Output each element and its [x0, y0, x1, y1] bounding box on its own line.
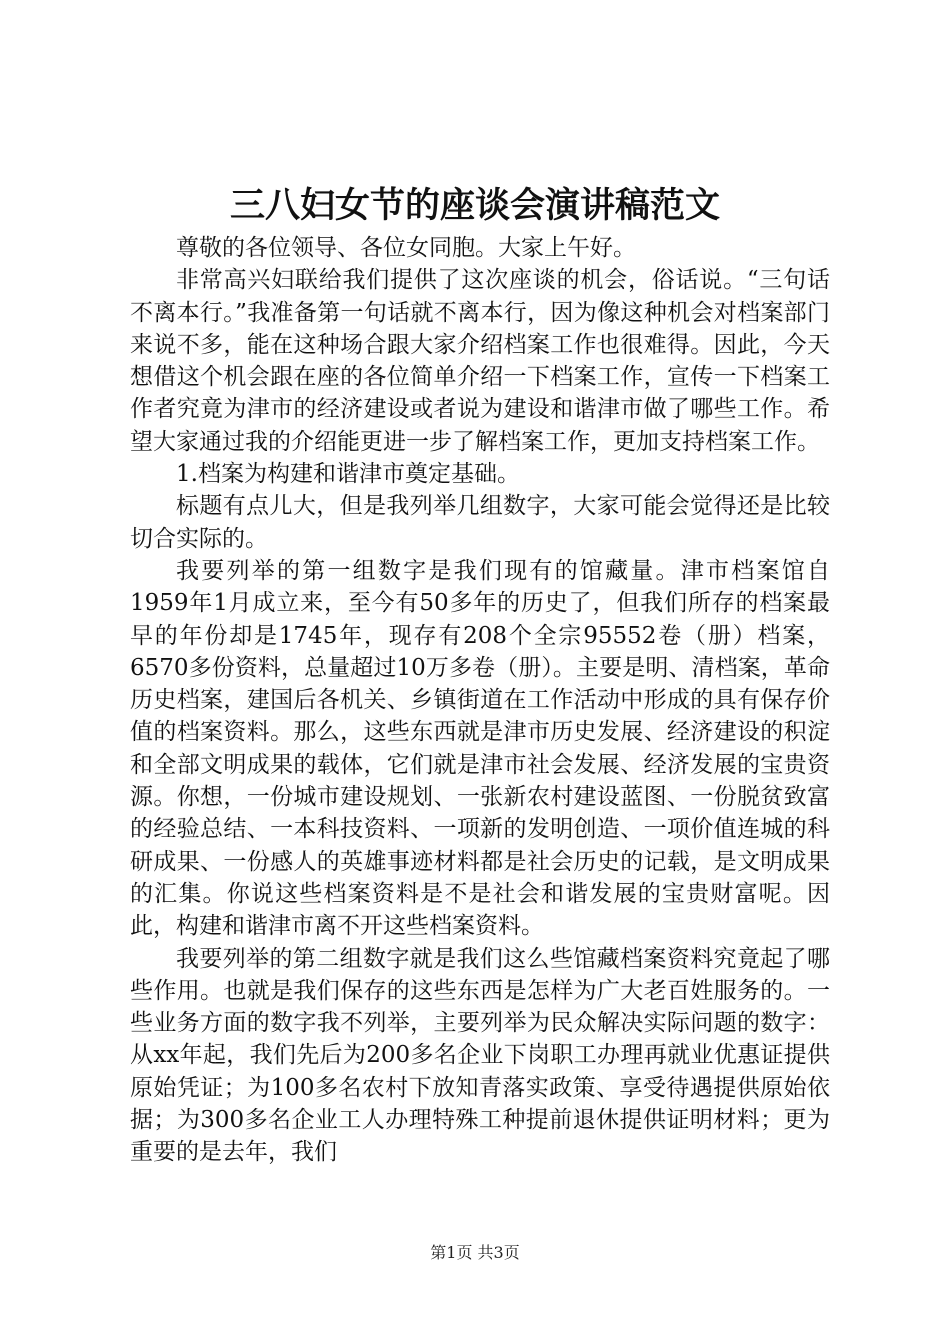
paragraph-section-intro: 标题有点儿大，但是我列举几组数字，大家可能会觉得还是比较切合实际的。 [130, 493, 830, 552]
paragraph-intro: 非常高兴妇联给我们提供了这次座谈的机会，俗话说。“三句话不离本行。”我准备第一句话就不离本行，因为像这种机会对档案部门来说不多，能在这种场合跟大家介绍档案工作也很难得。因此，今天想借这个机会跟在座的各位简单介绍一下档案工作，宣传一下档案工作者究竟为津市的经济建设或者说为建设和谐津市做了哪些工作。希望大家通过我的介绍能更进一步了解档案工作，更加支持档案工作。 [130, 267, 830, 455]
document-body [130, 232, 830, 1169]
paragraph-first-figures: 我要列举的第一组数字是我们现有的馆藏量。津市档案馆自1959年1月成立来，至今有50多年的历史了，但我们所存的档案最早的年份却是1745年，现存有208个全宗95552卷（册）档案，6570多份资料，总量超过10万多卷（册）。主要是明、清档案，革命历史档案，建国后各机关、乡镇街道在工作活动中形成的具有保存价值的档案资料。那么，这些东西就是津市历史发展、经济建设的积淀和全部文明成果的载体，它们就是津市社会发展、经济发展的宝贵资源。你想，一份城市建设规划、一张新农村建设蓝图、一份脱贫致富的经验总结、一本科技资料、一项新的发明创造、一项价值连城的科研成果、一份感人的英雄事迹材料都是社会历史的记载，是文明成果的汇集。你说这些档案资料是不是社会和谐发展的宝贵财富呢。因此，构建和谐津市离不开这些档案资料。 [130, 557, 830, 940]
page-number-footer: 第1页 共3页 [430, 1243, 520, 1262]
section-heading: 1.档案为构建和谐津市奠定基础。 [176, 461, 520, 488]
document-title: 三八妇女节的座谈会演讲稿范文 [229, 185, 720, 226]
paragraph-greeting: 尊敬的各位领导、各位女同胞。大家上午好。 [176, 235, 636, 261]
paragraph-second-figures: 我要列举的第二组数字就是我们这么些馆藏档案资料究竟起了哪些作用。也就是我们保存的这些东西是怎样为广大老百姓服务的。一些业务方面的数字我不列举，主要列举为民众解决实际问题的数字：从xx年起，我们先后为200多名企业下岗职工办理再就业优惠证提供原始凭证；为100多名农村下放知青落实政策、享受待遇提供原始依据；为300多名企业工人办理特殊工种提前退休提供证明材料；更为重要的是去年，我们 [130, 945, 830, 1166]
